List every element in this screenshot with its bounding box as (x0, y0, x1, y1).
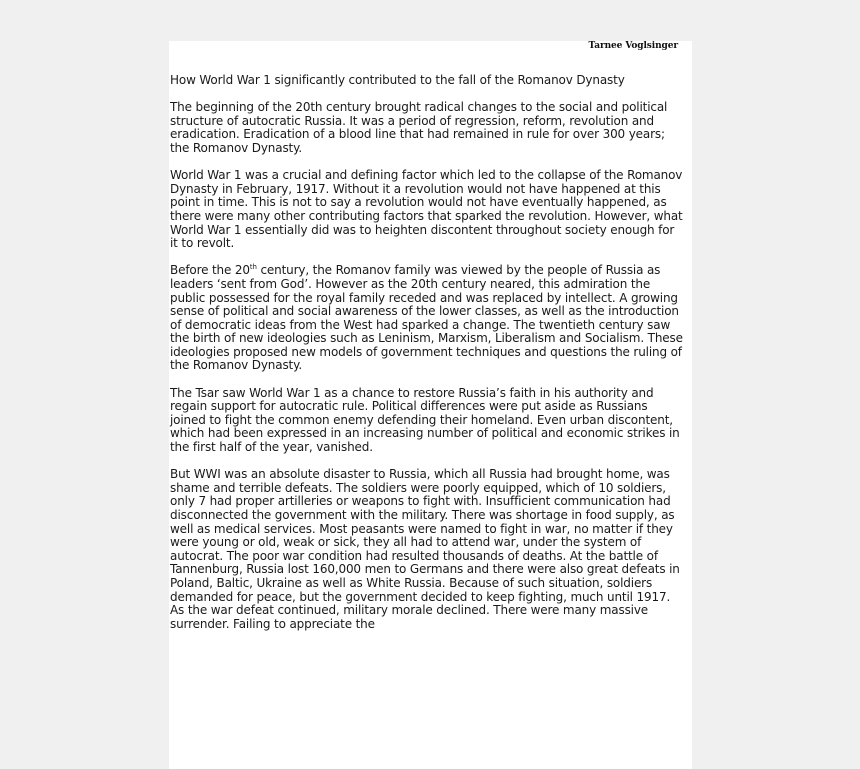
paragraph-disaster: But WWI was an absolute disaster to Russia, which all Russia had brought home, was shame and terrible defeats. The soldiers were poorly equipped, which of 10 soldiers, only 7 had proper artilleries or weapons to fight with. Insufficient communication had disconnected the government with the military. There was shortage in food supply, as well as medical services. Most peasants were named to fight in war, no matter if they were young or old, weak or sick, they all had to attend war, under the system of autocrat. The poor war condition had resulted thousands of deaths. At the battle of Tannenburg, Russia lost 160,000 men to Germans and there were also great defeats in Poland, Baltic, Ukraine as well as White Russia. Because of such situation, soldiers demanded for peace, but the government decided to keep fighting, much until 1917. As the war defeat continued, military morale declined. There were many massive surrender. Failing to appreciate the (170, 467, 680, 631)
author-name: Tarnee Voglsinger (588, 41, 678, 51)
paragraph-thesis: World War 1 was a crucial and defining factor which led to the collapse of the Romanov Dynasty in February, 1917. Without it a revolution would not have happened at this point in time. This is not to say a revolution would not have eventually happened, as there were many other contributing factors that sparked the revolution. However, what World War 1 essentially did was to heighten discontent throughout society enough for it to revolt. (170, 168, 683, 251)
document-page (169, 41, 692, 769)
paragraph-background (170, 264, 685, 373)
paragraph-background-end: century, the Romanov family was viewed by the people of Russia as leaders ‘sent from God’. However as the 20th century neared, this admiration the public possessed for the royal family receded and was replaced by intellect. A growing sense of political and social awareness of the lower classes, as well as the introduction of democratic ideas from the West had sparked a change. The twentieth century saw the birth of new ideologies such as Leninism, Marxism, Liberalism and Socialism. These ideologies proposed new models of government techniques and questions the ruling of the Romanov Dynasty. (170, 263, 683, 373)
paragraph-tsar: The Tsar saw World War 1 as a chance to restore Russia’s faith in his authority and regain support for autocratic rule. Political differences were put aside as Russians joined to fight the common enemy defending their homeland. Even urban discontent, which had been expressed in an increasing number of political and economic strikes in the first half of the year, vanished. (170, 385, 680, 455)
document-body (170, 74, 685, 645)
ordinal-superscript: th (249, 263, 257, 272)
document-title: How World War 1 significantly contributed to the fall of the Romanov Dynasty (170, 73, 625, 87)
paragraph-intro: The beginning of the 20th century brought radical changes to the social and political structure of autocratic Russia. It was a period of regression, reform, revolution and eradication. Eradication of a blood line that had remained in rule for over 300 years; the Romanov Dynasty. (170, 100, 668, 155)
paragraph-background-start: Before the 20 (170, 263, 250, 278)
